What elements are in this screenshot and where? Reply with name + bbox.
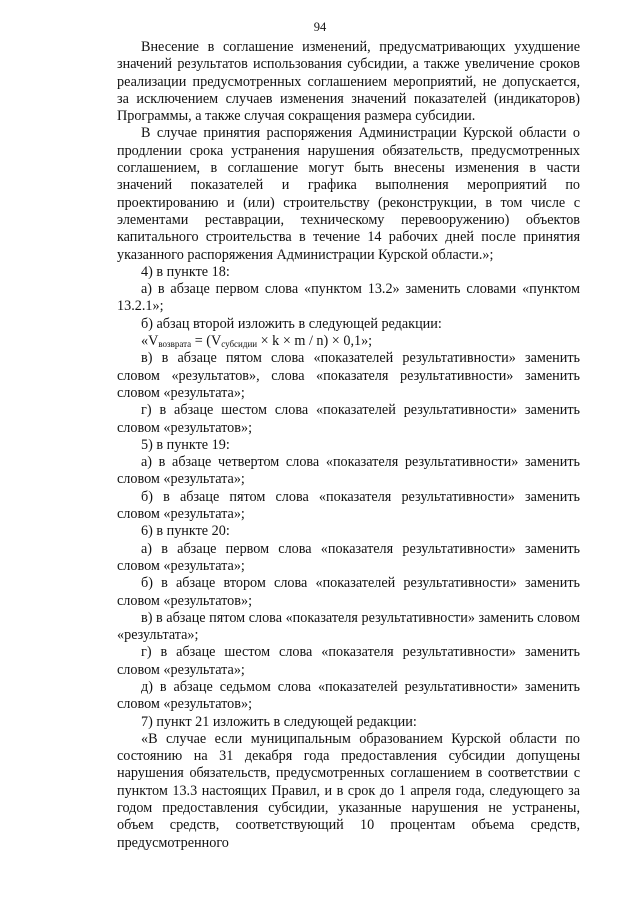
- paragraph-9: а) в абзаце четвертом слова «показателя результативности» заменить словом «результата»;: [117, 454, 580, 488]
- formula: [117, 333, 580, 350]
- paragraph-11: 6) в пункте 20:: [141, 523, 230, 540]
- formula-tail: × k × m / n) × 0,1»;: [257, 333, 373, 350]
- paragraph-10: б) в абзаце пятом слова «показателя результативности» заменить словом «результата»;: [117, 488, 580, 523]
- formula-middle: = (V: [191, 333, 222, 350]
- page-number: 94: [313, 20, 327, 34]
- paragraph-17: 7) пункт 21 изложить в следующей редакции:: [141, 713, 417, 730]
- paragraph-4: а) в абзаце первом слова «пунктом 13.2» заменить словами «пунктом 13.2.1»;: [117, 281, 580, 315]
- paragraph-3: 4) в пункте 18:: [141, 263, 230, 280]
- document-body: [117, 39, 580, 852]
- paragraph-13: б) в абзаце втором слова «показателей результативности» заменить словом «результатов»;: [117, 575, 580, 609]
- paragraph-5: б) абзац второй изложить в следующей редакции:: [141, 315, 442, 332]
- paragraph-18: «В случае если муниципальным образованием Курской области по состоянию на 31 декабря года предоставления субсидии допущены нарушения обязательств, предусмотренных соглашением в соответствии с пунктом 13.3 настоящих Правил, и в срок до 1 апреля года, следующего за годом предоставления субсидии, указанные нарушения не устранены, объем средств, соответствующий 10 процентам объема средств, предусмотренного: [117, 730, 580, 851]
- paragraph-1: Внесение в соглашение изменений, предусматривающих ухудшение значений результатов использования субсидии, а также увеличение сроков реализации предусмотренных соглашением мероприятий, не допускается, за исключением случаев изменения значений показателей (индикаторов) Программы, а также случая сокращения размера субсидии.: [117, 39, 580, 125]
- paragraph-12: а) в абзаце первом слова «показателя результативности» заменить словом «результата»;: [117, 540, 580, 574]
- paragraph-2: В случае принятия распоряжения Администрации Курской области о продлении срока устранения нарушения обязательств, предусмотренных соглашением, в соглашение могут быть внесены изменения в части значений показателей и графика выполнения мероприятий по проектированию и (или) строительству (реконструкции, в том числе с элементами реставрации, техническому перевооружению) объектов капитального строительства в течение 14 рабочих дней после принятия указанного распоряжения Администрации Курской области.»;: [117, 125, 580, 263]
- paragraph-7: г) в абзаце шестом слова «показателей результативности» заменить словом «результатов»;: [117, 402, 580, 436]
- formula-v-subscript: возврата: [158, 339, 192, 350]
- paragraph-8: 5) в пункте 19:: [141, 436, 230, 453]
- formula-open: «V: [141, 333, 159, 350]
- formula-s-subscript: субсидии: [221, 339, 258, 350]
- paragraph-15: г) в абзаце шестом слова «показателя результативности» заменить словом «результата»;: [117, 644, 580, 678]
- paragraph-14: в) в абзаце пятом слова «показателя результативности» заменить словом «результата»;: [117, 609, 580, 644]
- paragraph-16: д) в абзаце седьмом слова «показателей результативности» заменить словом «результатов»;: [117, 678, 580, 713]
- paragraph-6: в) в абзаце пятом слова «показателей результативности» заменить словом «результатов», слова «показателя результативности» заменить словом «результата»;: [117, 350, 580, 401]
